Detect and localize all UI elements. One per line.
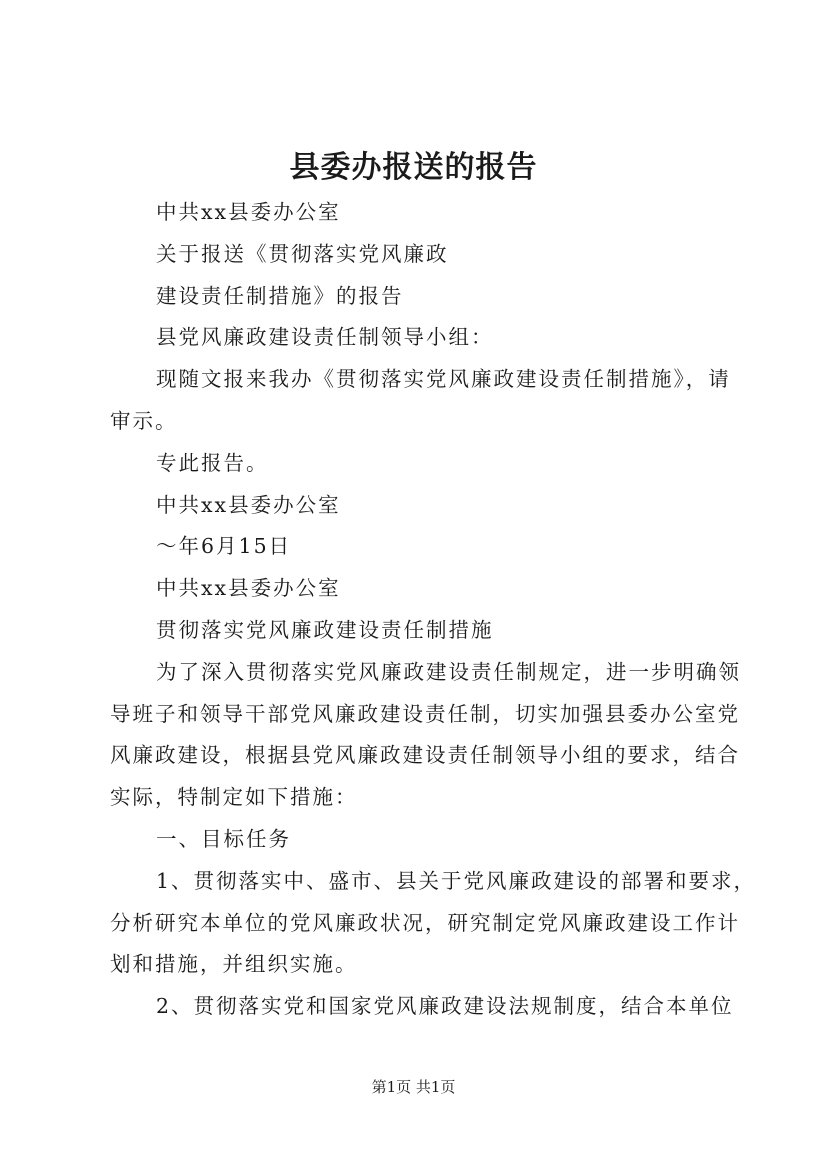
page-footer: 第1页 共1页: [371, 1078, 456, 1096]
text-line: 实际，特制定如下措施：: [110, 785, 358, 810]
text-line: 1、贯彻落实中、盛市、县关于党风廉政建设的部署和要求，: [156, 868, 757, 893]
text-line: 划和措施，并组织实施。: [110, 952, 358, 977]
text-line: 关于报送《贯彻落实党风廉政: [156, 241, 449, 266]
text-line: 中共xx县委办公室: [156, 200, 341, 224]
text-line: 现随文报来我办《贯彻落实党风廉政建设责任制措施》，请: [156, 367, 731, 392]
text-line: 一、目标任务: [156, 826, 291, 851]
document-title: 县委办报送的报告: [289, 150, 538, 185]
text-line: 分析研究本单位的党风廉政状况，研究制定党风廉政建设工作计: [110, 910, 740, 935]
document-body: [110, 192, 757, 1028]
text-line: 为了深入贯彻落实党风廉政建设责任制规定，进一步明确领: [156, 659, 741, 684]
text-line: 贯彻落实党风廉政建设责任制措施: [156, 617, 494, 642]
text-line: 2、贯彻落实党和国家党风廉政建设法规制度，结合本单位: [156, 994, 734, 1019]
text-line: 专此报告。: [156, 450, 269, 475]
text-line: 建设责任制措施》的报告: [156, 283, 404, 308]
text-line: 中共xx县委办公室: [156, 492, 341, 517]
text-line: 风廉政建设，根据县党风廉政建设责任制领导小组的要求，结合: [110, 743, 740, 768]
text-line: 导班子和领导干部党风廉政建设责任制，切实加强县委办公室党: [110, 701, 740, 726]
text-line: 县党风廉政建设责任制领导小组：: [156, 325, 494, 350]
text-line: 审示。: [110, 408, 178, 433]
text-line: 中共xx县委办公室: [156, 576, 341, 601]
text-line: ～年6月15日: [156, 534, 292, 559]
